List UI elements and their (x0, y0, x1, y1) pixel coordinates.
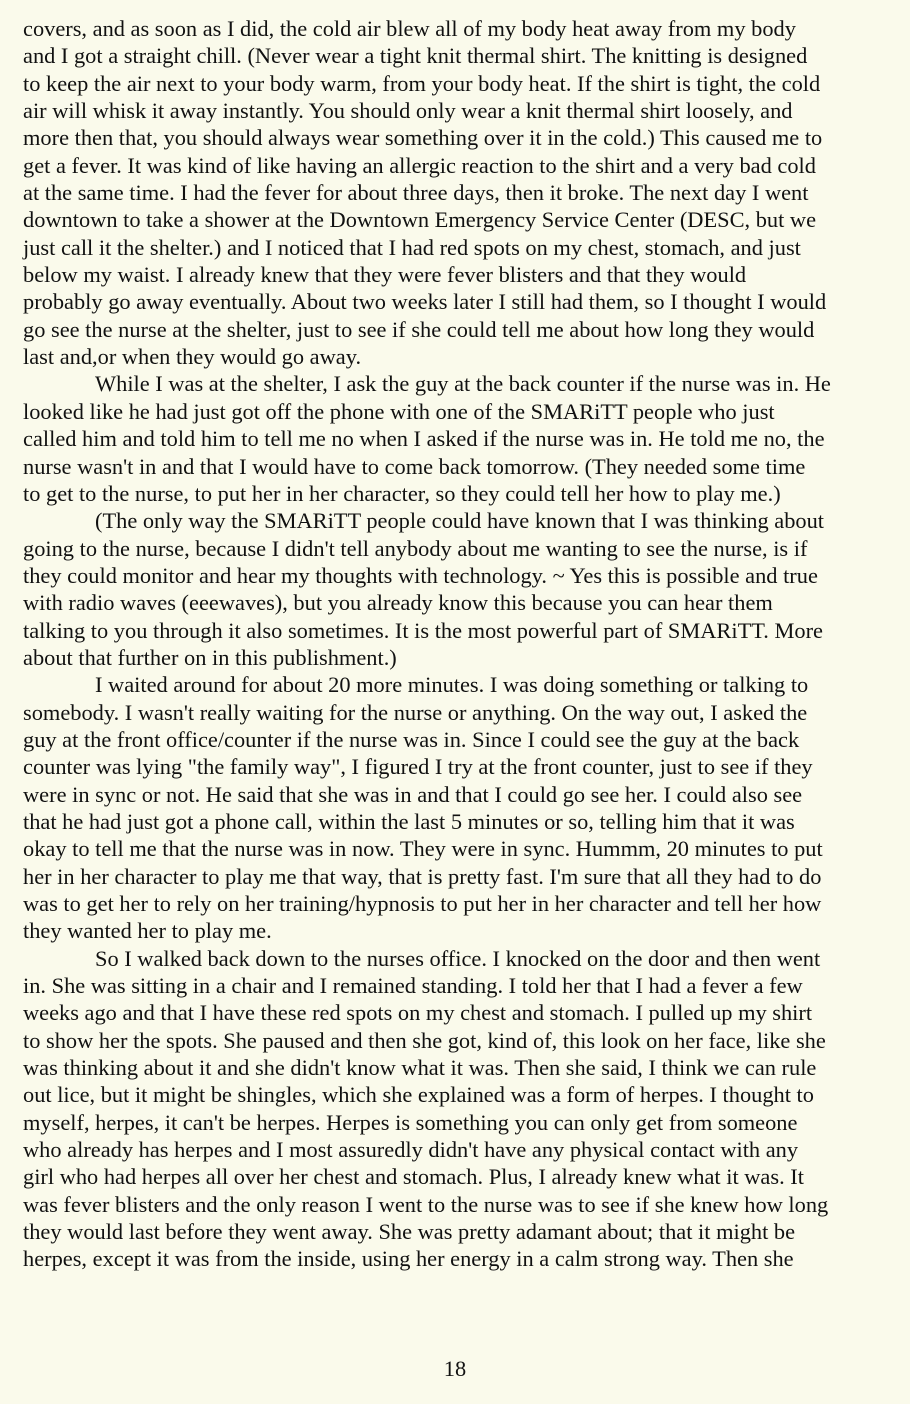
text-line: guy at the front office/counter if the nurse was in. Since I could see the guy at the back (23, 726, 800, 752)
text-line: they wanted her to play me. (23, 918, 272, 944)
text-line: in. She was sitting in a chair and I remained standing. I told her that I had a fever a few (23, 973, 803, 999)
text-line: air will whisk it away instantly. You should only wear a knit thermal shirt loosely, and (23, 98, 793, 124)
text-line: and I got a straight chill. (Never wear a tight knit thermal shirt. The knitting is designed (23, 43, 808, 69)
text-line: get a fever. It was kind of like having an allergic reaction to the shirt and a very bad cold (23, 152, 816, 178)
text-line: covers, and as soon as I did, the cold air blew all of my body heat away from my body (23, 16, 796, 41)
text-line: probably go away eventually. About two weeks later I still had them, so I thought I would (23, 289, 827, 315)
text-line: they could monitor and hear my thoughts with technology. ~ Yes this is possible and true (23, 562, 818, 588)
text-line: just call it the shelter.) and I noticed that I had red spots on my chest, stomach, and just (23, 234, 801, 260)
text-line: out lice, but it might be shingles, which she explained was a form of herpes. I thought to (23, 1082, 814, 1108)
text-line: called him and told him to tell me no when I asked if the nurse was in. He told me no, the (23, 426, 825, 452)
text-line: herpes, except it was from the inside, using her energy in a calm strong way. Then she (23, 1246, 794, 1272)
text-line: with radio waves (eeewaves), but you already know this because you can hear them (23, 590, 773, 616)
text-line: was thinking about it and she didn't know what it was. Then she said, I think we can rule (23, 1055, 817, 1081)
text-line: nurse wasn't in and that I would have to come back tomorrow. (They needed some time (23, 453, 806, 479)
text-line: to get to the nurse, to put her in her character, so they could tell her how to play me.) (23, 480, 781, 506)
text-line: okay to tell me that the nurse was in now. They were in sync. Hummm, 20 minutes to put (23, 836, 823, 862)
text-line: go see the nurse at the shelter, just to see if she could tell me about how long they would (23, 316, 815, 342)
text-line: that he had just got a phone call, within the last 5 minutes or so, telling him that it was (23, 808, 795, 834)
paragraph-first-line: So I walked back down to the nurses office. I knocked on the door and then went (95, 945, 821, 971)
text-line: myself, herpes, it can't be herpes. Herpes is something you can only get from someone (23, 1109, 798, 1135)
text-line: last and,or when they would go away. (23, 344, 362, 370)
text-line: they would last before they went away. She was pretty adamant about; that it might be (23, 1219, 796, 1245)
text-line: counter was lying "the family way", I figured I try at the front counter, just to see if they (23, 754, 813, 780)
text-line: talking to you through it also sometimes. It is the most powerful part of SMARiTT. More (23, 617, 823, 643)
text-line: was fever blisters and the only reason I went to the nurse was to see if she knew how long (23, 1191, 829, 1217)
text-line: who already has herpes and I most assuredly didn't have any physical contact with any (23, 1137, 799, 1163)
text-line: somebody. I wasn't really waiting for the nurse or anything. On the way out, I asked the (23, 699, 808, 725)
text-line: to show her the spots. She paused and then she got, kind of, this look on her face, like she (23, 1027, 826, 1053)
text-line: to keep the air next to your body warm, from your body heat. If the shirt is tight, the cold (23, 70, 821, 96)
page-number: 18 (443, 1356, 467, 1381)
paragraph-first-line: While I was at the shelter, I ask the guy at the back counter if the nurse was in. He (95, 371, 831, 397)
paragraph-first-line: (The only way the SMARiTT people could have known that I was thinking about (95, 508, 825, 534)
text-line: about that further on in this publishment.) (23, 644, 397, 670)
text-line: at the same time. I had the fever for about three days, then it broke. The next day I went (23, 180, 809, 206)
text-line: looked like he had just got off the phone with one of the SMARiTT people who just (23, 398, 775, 424)
text-line: were in sync or not. He said that she was in and that I could go see her. I could also see (23, 781, 803, 807)
text-line: her in her character to play me that way, that is pretty fast. I'm sure that all they had to do (23, 863, 822, 889)
text-line: below my waist. I already knew that they were fever blisters and that they would (23, 262, 747, 288)
text-line: girl who had herpes all over her chest and stomach. Plus, I already knew what it was. It (23, 1164, 804, 1190)
text-line: weeks ago and that I have these red spots on my chest and stomach. I pulled up my shirt (23, 1000, 813, 1026)
document-body (23, 15, 893, 1273)
text-line: going to the nurse, because I didn't tell anybody about me wanting to see the nurse, is if (23, 535, 808, 561)
text-line: more then that, you should always wear something over it in the cold.) This caused me to (23, 125, 823, 151)
text-line: was to get her to rely on her training/hypnosis to put her in her character and tell her how (23, 891, 822, 916)
paragraph-first-line: I waited around for about 20 more minutes. I was doing something or talking to (95, 672, 809, 698)
text-line: downtown to take a shower at the Downtown Emergency Service Center (DESC, but we (23, 207, 817, 233)
